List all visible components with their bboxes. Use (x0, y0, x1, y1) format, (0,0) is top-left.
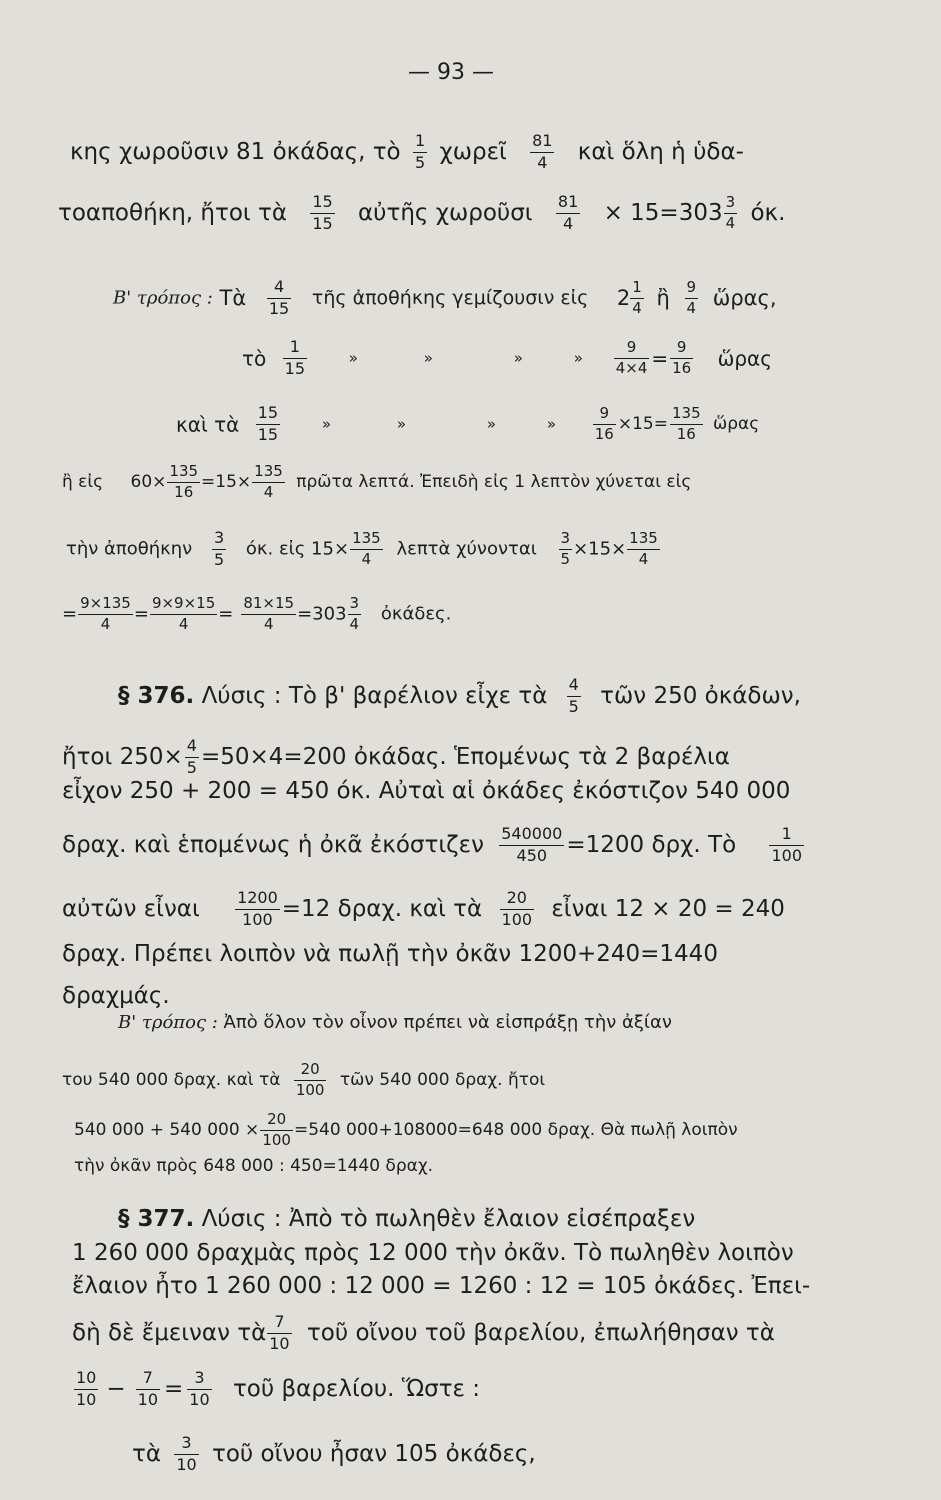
fraction: $\frac{4}{5}$ (186, 736, 197, 777)
text-line-18 (74, 1112, 738, 1149)
fraction: $\frac{4}{15}$ (268, 277, 290, 318)
line-text: δραχ. καὶ ἑπομένως ἡ ὀκᾶ ἐκόστιζεν (62, 831, 484, 858)
fraction: $\frac{3}{5}$ (213, 528, 225, 569)
line-text: ἢ (656, 285, 670, 310)
fraction: $\frac{9}{4}$ (686, 278, 697, 317)
line-text: =540 000+108000=648 000 δραχ. Θὰ πωλῇ λοιπὸν (293, 1119, 738, 1140)
line-text: τῶν 250 ὀκάδων, (600, 682, 801, 709)
fraction: $\frac{1}{5}$ (414, 131, 426, 172)
ditto-mark: » (486, 414, 496, 433)
equals: = (62, 603, 78, 625)
text-line-8 (62, 596, 451, 633)
text-line-2 (58, 194, 785, 233)
fraction: $\frac{81}{4}$ (557, 192, 579, 233)
line-text: τοῦ οἴνου τοῦ βαρελίου, ἐπωλήθησαν τὰ (306, 1319, 775, 1346)
text-line-19: τὴν ὀκᾶν πρὸς 648 000 : 450=1440 δραχ. (74, 1156, 434, 1176)
fraction: $\frac{135}{4}$ (254, 462, 283, 501)
line-text: τοῦ οἴνου ἦσαν 105 ὀκάδες, (212, 1440, 536, 1467)
ditto-mark: » (546, 414, 556, 433)
line-text: Ἀπὸ τὸ πωληθὲν ἔλαιον εἰσέπραξεν (288, 1206, 696, 1232)
text-line-12 (62, 826, 804, 865)
section-heading: Λύσις : (201, 682, 282, 709)
ditto-mark: » (348, 348, 358, 367)
line-text: =50×4=200 ὀκάδας. Ἑπομένως τὰ 2 βαρέλια (200, 743, 730, 770)
text-line-7 (66, 530, 660, 569)
text-line-17 (62, 1062, 545, 1099)
line-text: Τὸ β' βαρέλιον εἶχε τὰ (288, 682, 548, 709)
fraction: $\frac{1}{15}$ (284, 337, 305, 378)
text-line-15: δραχμάς. (62, 983, 170, 1009)
text-line-4 (242, 339, 772, 378)
fraction: $\frac{81\times 15}{4}$ (243, 594, 295, 633)
ditto-mark: » (573, 348, 583, 367)
text-line-20 (118, 1208, 695, 1231)
line-text: ὥρας (712, 413, 760, 434)
text-line-21: 1 260 000 δραχμὰς πρὸς 12 000 τὴν ὀκᾶν. Τὸ πωληθὲν λοιπὸν (72, 1240, 794, 1266)
method-label: Β' τρόπος : (118, 1012, 218, 1033)
text-line-24 (74, 1370, 480, 1409)
equals: = (651, 346, 669, 371)
ditto-mark: » (321, 414, 331, 433)
fraction: $\frac{540000}{450}$ (501, 824, 563, 865)
fraction: $\frac{4}{5}$ (568, 675, 579, 716)
fraction: $\frac{135}{4}$ (629, 529, 658, 568)
fraction: $\frac{3}{4}$ (349, 594, 360, 633)
line-text: καὶ τὰ (176, 412, 240, 437)
fraction: $\frac{135}{16}$ (169, 462, 199, 501)
line-text: κης χωροῦσιν 81 ὀκάδας, τὸ (70, 138, 401, 165)
equals: = (164, 1375, 184, 1402)
line-text: όκ. εἰς 15× (245, 538, 350, 560)
line-text: τοῦ βαρελίου. Ὥστε : (232, 1375, 481, 1402)
line-text: χωρεῖ (439, 138, 507, 165)
line-text: ἤτοι 250× (62, 743, 183, 770)
line-text: πρῶτα λεπτά. Ἐπειδὴ εἰς 1 λεπτὸν χύνεται εἰς (296, 471, 692, 492)
fraction: $\frac{7}{10}$ (269, 1312, 290, 1353)
line-text: εἶναι 12 × 20 = 240 (551, 895, 785, 922)
text-line-6 (62, 464, 691, 501)
line-text: καὶ ὅλη ἡ ὑδα- (577, 138, 744, 165)
fraction: $\frac{81}{4}$ (532, 131, 553, 172)
line-text: =1200 δρχ. Τὸ (566, 831, 737, 858)
text-line-10 (62, 738, 730, 777)
line-text: Τὰ (219, 285, 247, 310)
fraction: $\frac{7}{10}$ (137, 1368, 158, 1409)
fraction: $\frac{9\times 135}{4}$ (80, 594, 131, 633)
ditto-mark: » (513, 348, 523, 367)
fraction: $\frac{9}{16}$ (594, 404, 614, 443)
fraction: $\frac{15}{15}$ (312, 192, 333, 233)
text-line-5 (176, 405, 759, 444)
fraction: $\frac{9\times 9\times 15}{4}$ (151, 594, 216, 633)
line-text: δὴ δὲ ἔμειναν τὰ (72, 1319, 267, 1346)
text-line-1 (70, 133, 744, 172)
fraction: $\frac{9}{4\times 4}$ (615, 338, 648, 377)
text-line-14: δραχ. Πρέπει λοιπὸν νὰ πωλῇ τὴν ὀκᾶν 1200+240=1440 (62, 941, 718, 967)
line-text: λεπτὰ χύνονται (396, 538, 537, 560)
fraction: $\frac{20}{100}$ (295, 1060, 325, 1099)
page-number: — 93 — (408, 60, 494, 85)
line-text: τοαποθήκη, ἤτοι τὰ (58, 199, 288, 226)
section-number: § 376. (118, 682, 195, 709)
fraction: $\frac{3}{4}$ (725, 193, 736, 232)
fraction: $\frac{1}{100}$ (771, 824, 803, 865)
fraction: $\frac{3}{10}$ (176, 1433, 197, 1474)
text-line-22: ἔλαιον ἦτο 1 260 000 : 12 000 = 1260 : 12 = 105 ὀκάδες. Ἐπει- (72, 1273, 811, 1299)
fraction: $\frac{3}{10}$ (189, 1368, 210, 1409)
section-number: § 377. (118, 1206, 195, 1232)
text-line-9 (118, 677, 801, 716)
line-text: × 15=303 (603, 199, 723, 226)
fraction: $\frac{20}{100}$ (262, 1110, 291, 1149)
text-line-11: εἶχον 250 + 200 = 450 όκ. Αὐταὶ αἱ ὀκάδες ἐκόστιζον 540 000 (62, 778, 791, 804)
line-text: τὴν ἀποθήκην (66, 538, 193, 560)
fraction: $\frac{3}{5}$ (560, 529, 571, 568)
fraction: $\frac{10}{10}$ (76, 1368, 97, 1409)
minus: − (106, 1375, 126, 1402)
line-text: αὐτῶν εἶναι (62, 895, 200, 922)
text-line-3 (113, 279, 777, 318)
line-text: Ἀπὸ ὅλον τὸν οἶνον πρέπει νὰ εἰσπράξῃ τὴν ἀξίαν (223, 1012, 672, 1033)
line-text: ×15= (617, 413, 668, 434)
whole-number: 2 (616, 285, 631, 310)
line-text: =303 (297, 603, 347, 625)
ditto-mark: » (423, 348, 433, 367)
equals: = (133, 603, 149, 625)
ditto-mark: » (396, 414, 406, 433)
line-text: τῆς ἀποθήκης γεμίζουσιν εἰς (311, 286, 589, 309)
line-text: ἢ εἰς (62, 471, 104, 492)
text-line-23 (72, 1314, 775, 1353)
fraction: $\frac{1}{4}$ (632, 278, 642, 317)
text-line-16 (118, 1014, 672, 1032)
line-text: του 540 000 δραχ. καὶ τὰ (62, 1069, 281, 1090)
line-text: τῶν 540 000 δραχ. ἤτοι (339, 1069, 546, 1090)
section-heading: Λύσις : (201, 1206, 282, 1232)
text-line-25 (132, 1435, 536, 1474)
equals: = (218, 603, 234, 625)
method-label: Β' τρόπος : (113, 287, 213, 309)
line-text: =12 δραχ. καὶ τὰ (281, 895, 483, 922)
line-text: ὥρας (717, 346, 772, 371)
line-text: ὥρας, (712, 285, 777, 310)
fraction: $\frac{135}{4}$ (352, 529, 381, 568)
fraction: $\frac{20}{100}$ (501, 888, 533, 929)
fraction: $\frac{1200}{100}$ (237, 888, 278, 929)
line-text: ὀκάδες. (380, 603, 452, 625)
line-text: αὐτῆς χωροῦσι (358, 199, 533, 226)
fraction: $\frac{135}{16}$ (671, 404, 701, 443)
line-text: 60× (130, 471, 167, 492)
line-text: 540 000 + 540 000 × (74, 1119, 260, 1140)
text-line-13 (62, 890, 785, 929)
line-text: τὰ (132, 1440, 162, 1467)
fraction: $\frac{9}{16}$ (672, 338, 692, 377)
fraction: $\frac{15}{15}$ (257, 403, 279, 444)
line-text: =15× (201, 471, 252, 492)
line-text: όκ. (750, 199, 786, 226)
line-text: τὸ (242, 346, 267, 371)
line-text: ×15× (573, 538, 627, 560)
